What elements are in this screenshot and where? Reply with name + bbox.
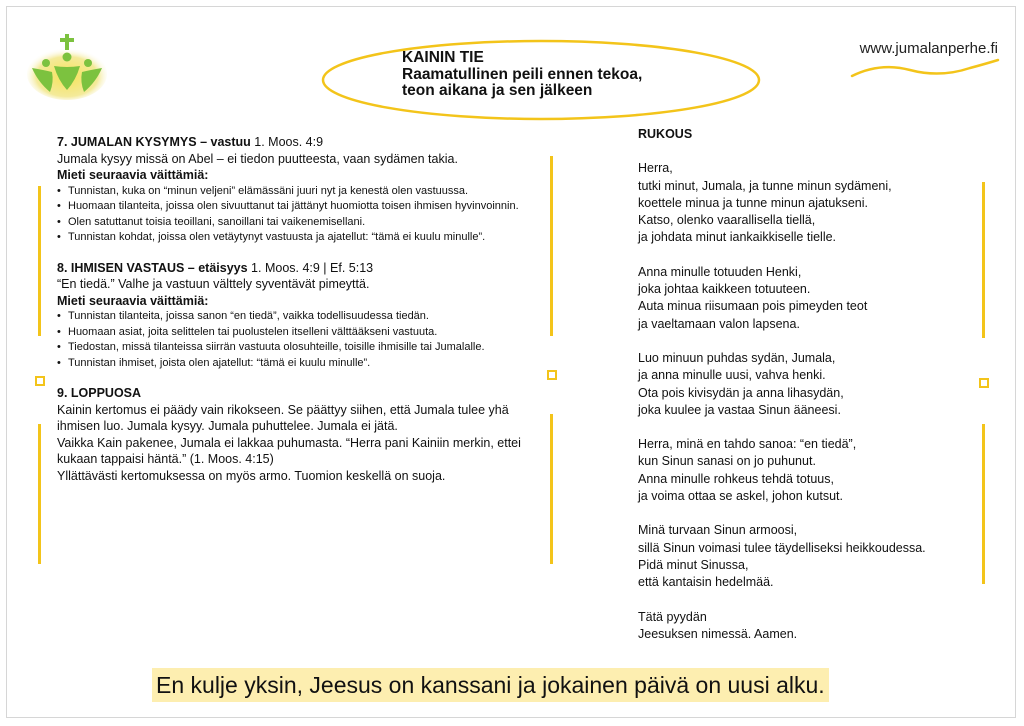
statement-list: [57, 184, 537, 246]
list-item: • Tunnistan, kuka on “minun veljeni” elämässäni juuri nyt ja kenestä olen vastuussa.: [57, 184, 537, 200]
section-8: [57, 260, 537, 372]
prayer-stanza: Herra, tutki minut, Jumala, ja tunne minun sydämeni, koettele minua ja tunne minun ajatukseni. Katso, olenko vaarallisella tiellä, ja johdata minut iankaikkiselle tielle.: [638, 161, 892, 245]
divider-bar: [550, 156, 553, 336]
divider-bar: [982, 182, 985, 338]
prayer-stanza: Herra, minä en tahdo sanoa: “en tiedä”, kun Sinun sanasi on jo puhunut. Anna minulle rohkeus tehdä totuus, ja voima ottaa se askel, johon kutsut.: [638, 437, 857, 504]
section-7: [57, 134, 537, 246]
section-paragraph: Kainin kertomus ei päädy vain rikokseen. Se päättyy siihen, että Jumala tulee yhä ihmisen luo. Jumala kysyy. Jumala puhuttelee. Jumala ei jätä.: [57, 402, 509, 433]
prayer-stanza: Minä turvaan Sinun armoosi, sillä Sinun voimasi tulee täydelliseksi heikkoudessa. Pidä minut Sinussa, että kantaisin hedelmää.: [638, 523, 926, 590]
section-paragraph: Yllättävästi kertomuksessa on myös armo. Tuomion keskellä on suoja.: [57, 468, 446, 483]
church-family-logo-icon: [24, 30, 110, 100]
section-heading: 9. LOPPUOSA: [57, 386, 142, 400]
section-lead: Jumala kysyy missä on Abel – ei tiedon puutteesta, vaan sydämen takia.: [57, 151, 458, 166]
prayer-stanza: Anna minulle totuuden Henki, joka johtaa kaikkeen totuuteen. Auta minua riisumaan pois pimeyden teot ja vaeltamaan valon lapsena.: [638, 264, 868, 331]
prayer-stanza: Tätä pyydän Jeesuksen nimessä. Aamen.: [638, 609, 798, 641]
section-paragraph: Vaikka Kain pakenee, Jumala ei lakkaa puhumasta. “Herra pani Kainiin merkin, ettei kukaan tappaisi häntä.” (1. Moos. 4:15): [57, 435, 521, 466]
divider-bar: [550, 414, 553, 564]
divider-square: [979, 378, 989, 388]
section-lead: “En tiedä.” Valhe ja vastuun välttely syventävät pimeyttä.: [57, 277, 370, 291]
wave-decoration: [850, 56, 1000, 84]
divider-bar: [38, 424, 41, 564]
reflection-label: Mieti seuraavia väittämiä:: [57, 293, 209, 308]
divider-square: [35, 376, 45, 386]
reflection-label: Mieti seuraavia väittämiä:: [57, 168, 209, 182]
divider-bar: [982, 424, 985, 584]
page-title: KAININ TIE Raamatullinen peili ennen tekoa, teon aikana ja sen jälkeen: [402, 49, 643, 99]
section-9: [57, 385, 537, 484]
prayer-title: RUKOUS: [638, 127, 693, 141]
left-column: [57, 134, 537, 498]
list-item: • Tunnistan kohdat, joissa olen vetäytynyt vastuusta ja ajatellut: “tämä ei kuulu minulle”.: [57, 230, 537, 246]
statement-list: [57, 309, 537, 371]
section-heading: 8. IHMISEN VASTAUS – etäisyys 1. Moos. 4:9 | Ef. 5:13: [57, 260, 374, 275]
divider-square: [547, 370, 557, 380]
list-item: • Tunnistan tilanteita, joissa sanon “en tiedä”, vaikka todellisuudessa tiedän.: [57, 309, 537, 325]
list-item: • Huomaan asiat, joita selittelen tai puolustelen itselleni välttääkseni vastuuta.: [57, 325, 537, 341]
website-url: www.jumalanperhe.fi: [859, 40, 998, 57]
list-item: • Huomaan tilanteita, joissa olen sivuuttanut tai jättänyt huomiotta toisen ihmisen hyvinvoinnin.: [57, 199, 537, 215]
prayer-column: [638, 126, 968, 660]
divider-bar: [38, 186, 41, 336]
section-heading: 7. JUMALAN KYSYMYS – vastuu 1. Moos. 4:9: [57, 135, 324, 149]
prayer-stanza: Luo minuun puhdas sydän, Jumala, ja anna minulle uusi, vahva henki. Ota pois kivisydän ja anna lihasydän, joka kuulee ja vastaa Sinun ääneesi.: [638, 350, 844, 417]
footer-tagline: En kulje yksin, Jeesus on kanssani ja jokainen päivä on uusi alku.: [152, 668, 829, 702]
list-item: • Olen satuttanut toisia teoillani, sanoillani tai vaikenemisellani.: [57, 215, 537, 231]
list-item: • Tunnistan ihmiset, joista olen ajatellut: “tämä ei kuulu minulle”.: [57, 356, 537, 372]
list-item: • Tiedostan, missä tilanteissa siirrän vastuuta olosuhteille, toisille ihmisille tai Jumalalle.: [57, 340, 537, 356]
